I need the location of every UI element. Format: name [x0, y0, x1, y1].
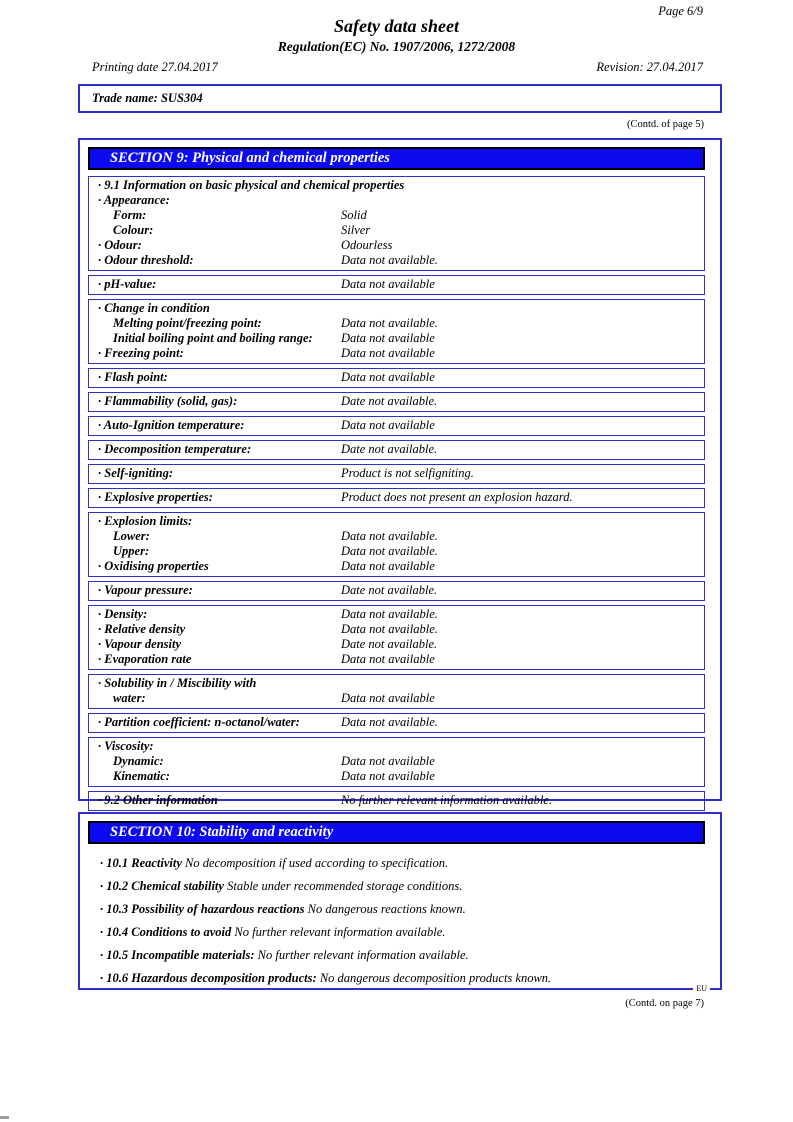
property-row	[89, 193, 704, 208]
revision-date: Revision: 27.04.2017	[596, 60, 703, 74]
statement-line	[100, 857, 705, 871]
property-row	[89, 316, 704, 331]
statement-label: · 10.5 Incompatible materials:	[100, 948, 255, 962]
property-label: · Flash point:	[98, 370, 168, 384]
property-row	[89, 559, 704, 574]
property-value: Data not available	[341, 331, 435, 345]
continued-on-note: (Contd. on page 7)	[625, 998, 704, 1009]
trade-name: Trade name: SUS304	[92, 91, 203, 105]
property-group	[88, 488, 705, 508]
continued-of-note: (Contd. of page 5)	[627, 119, 704, 130]
property-label: · Evaporation rate	[98, 652, 192, 666]
property-row	[89, 331, 704, 346]
property-value: Data not available.	[341, 316, 438, 330]
property-value: Data not available	[341, 277, 435, 291]
property-row	[89, 583, 704, 598]
property-label: · Auto-Ignition temperature:	[98, 418, 245, 432]
property-row	[89, 769, 704, 784]
property-value: Data not available.	[341, 622, 438, 636]
property-value: Solid	[341, 208, 367, 222]
property-label: · Change in condition	[98, 301, 210, 315]
property-row	[89, 418, 704, 433]
property-label: · Appearance:	[98, 193, 170, 207]
property-label: Upper:	[113, 544, 150, 558]
property-group	[88, 392, 705, 412]
property-value: Date not available.	[341, 442, 438, 456]
property-row	[89, 637, 704, 652]
statement-line	[100, 949, 705, 963]
statement-text: Stable under recommended storage conditions.	[227, 879, 463, 893]
statement-line	[100, 903, 705, 917]
property-row	[89, 346, 704, 361]
property-group	[88, 737, 705, 787]
property-label: · Odour:	[98, 238, 142, 252]
property-value: Date not available.	[341, 637, 438, 651]
property-group	[88, 713, 705, 733]
property-label: · Explosion limits:	[98, 514, 193, 528]
property-value: Data not available.	[341, 715, 438, 729]
property-row	[89, 208, 704, 223]
property-value: No further relevant information available.	[341, 793, 552, 807]
section-9-physical-chemical-properties	[78, 138, 722, 807]
property-row	[89, 370, 704, 385]
property-row	[89, 277, 704, 292]
property-group	[88, 416, 705, 436]
property-value: Data not available.	[341, 253, 438, 267]
property-label: · Relative density	[98, 622, 186, 636]
property-row	[89, 754, 704, 769]
property-label: · Solubility in / Miscibility with	[98, 676, 257, 690]
property-value: Odourless	[341, 238, 393, 252]
section-10-body	[88, 857, 705, 986]
property-label: · 9.1 Information on basic physical and chemical properties	[98, 178, 405, 192]
property-row	[89, 652, 704, 667]
property-row	[89, 238, 704, 253]
section-10-header-bar	[88, 821, 705, 844]
regulation-subtitle: Regulation(EC) No. 1907/2006, 1272/2008	[277, 39, 516, 54]
property-row	[89, 544, 704, 559]
property-row	[89, 442, 704, 457]
property-row	[89, 301, 704, 316]
property-label: · Partition coefficient: n-octanol/water:	[98, 715, 300, 729]
statement-text: No dangerous decomposition products known.	[319, 971, 552, 985]
property-value: Silver	[341, 223, 371, 237]
section-10-title: SECTION 10: Stability and reactivity	[110, 824, 334, 840]
property-row	[89, 490, 704, 505]
statement-label: · 10.6 Hazardous decomposition products:	[100, 971, 317, 985]
property-row	[89, 529, 704, 544]
property-value: Data not available	[341, 370, 435, 384]
property-group	[88, 299, 705, 364]
property-value: Data not available	[341, 559, 435, 573]
property-value: Data not available	[341, 691, 435, 705]
property-group	[88, 368, 705, 388]
property-label: · Odour threshold:	[98, 253, 194, 267]
property-value: Date not available.	[341, 394, 438, 408]
property-row	[89, 514, 704, 529]
section-9-title: SECTION 9: Physical and chemical properties	[110, 150, 390, 166]
statement-text: No further relevant information available.	[234, 925, 446, 939]
property-value: Data not available.	[341, 529, 438, 543]
property-label: · Viscosity:	[98, 739, 154, 753]
property-label: · Flammability (solid, gas):	[98, 394, 238, 408]
document-title: Safety data sheet	[334, 16, 459, 36]
property-label: Initial boiling point and boiling range:	[113, 331, 313, 345]
property-label: · Explosive properties:	[98, 490, 213, 504]
property-label: Dynamic:	[113, 754, 164, 768]
section-9-body	[88, 176, 705, 811]
section-9-header-bar	[88, 147, 705, 170]
property-label: · Self-igniting:	[98, 466, 174, 480]
property-value: Data not available	[341, 754, 435, 768]
property-label: · Vapour density	[98, 637, 182, 651]
property-row	[89, 178, 704, 193]
property-value: Data not available.	[341, 544, 438, 558]
statement-line	[100, 972, 705, 986]
property-row	[89, 793, 704, 808]
eu-region-label: EU	[693, 984, 710, 994]
property-row	[89, 676, 704, 691]
statement-label: · 10.1 Reactivity	[100, 856, 182, 870]
section-10-stability-reactivity	[78, 812, 722, 993]
property-value: Data not available	[341, 346, 435, 360]
statement-line	[100, 880, 705, 894]
property-label: Form:	[113, 208, 147, 222]
property-value: Data not available.	[341, 607, 438, 621]
property-row	[89, 394, 704, 409]
property-label: · Decomposition temperature:	[98, 442, 252, 456]
property-label: · Density:	[98, 607, 148, 621]
statement-text: No further relevant information available.	[257, 948, 469, 962]
property-row	[89, 253, 704, 268]
property-row	[89, 715, 704, 730]
property-group	[88, 440, 705, 460]
property-group	[88, 605, 705, 670]
property-label: · Freezing point:	[98, 346, 184, 360]
property-label: · 9.2 Other information	[98, 793, 218, 807]
statement-text: No dangerous reactions known.	[307, 902, 466, 916]
statement-label: · 10.2 Chemical stability	[100, 879, 224, 893]
property-row	[89, 607, 704, 622]
property-value: Data not available	[341, 769, 435, 783]
property-row	[89, 691, 704, 706]
property-row	[89, 622, 704, 637]
property-group	[88, 674, 705, 709]
property-label: water:	[113, 691, 146, 705]
property-label: · Oxidising properties	[98, 559, 209, 573]
property-row	[89, 223, 704, 238]
statement-line	[100, 926, 705, 940]
scan-artifact-mark	[0, 1116, 9, 1119]
meta-row	[92, 60, 703, 75]
property-value: Data not available	[341, 652, 435, 666]
statement-label: · 10.4 Conditions to avoid	[100, 925, 232, 939]
property-label: Kinematic:	[113, 769, 170, 783]
statement-label: · 10.3 Possibility of hazardous reactions	[100, 902, 305, 916]
trade-name-box	[78, 84, 722, 113]
property-label: · Vapour pressure:	[98, 583, 193, 597]
property-group	[88, 275, 705, 295]
property-value: Data not available	[341, 418, 435, 432]
property-group	[88, 791, 705, 811]
property-label: · pH-value:	[98, 277, 157, 291]
property-label: Lower:	[113, 529, 150, 543]
printing-date: Printing date 27.04.2017	[92, 60, 218, 74]
property-label: Melting point/freezing point:	[113, 316, 262, 330]
page-number: Page 6/9	[658, 4, 703, 18]
property-group	[88, 512, 705, 577]
property-group	[88, 464, 705, 484]
property-row	[89, 739, 704, 754]
property-value: Product is not selfigniting.	[341, 466, 474, 480]
property-value: Date not available.	[341, 583, 438, 597]
property-label: Colour:	[113, 223, 154, 237]
property-row	[89, 466, 704, 481]
property-group	[88, 176, 705, 271]
property-group	[88, 581, 705, 601]
statement-text: No decomposition if used according to specification.	[185, 856, 449, 870]
property-value: Product does not present an explosion hazard.	[341, 490, 573, 504]
